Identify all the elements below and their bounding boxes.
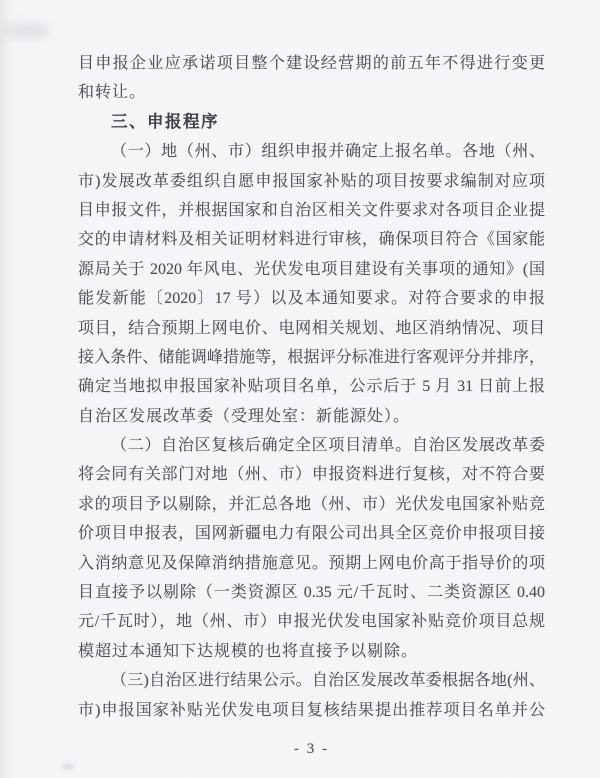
document-line: 入消纳意见及保障消纳措施意见。预期上网电价高于指导价的项 bbox=[78, 554, 545, 572]
document-line: 目直接予以剔除（一类资源区 0.35 元/千瓦时、二类资源区 0.40 bbox=[78, 584, 545, 602]
document-line: 价项目申报表，国网新疆电力有限公司出具全区竞价申报项目接 bbox=[78, 525, 545, 543]
document-line: 模超过本通知下达规模的也将直接予以剔除。 bbox=[78, 642, 419, 660]
document-line: 接入条件、储能调峰措施等，根据评分标准进行客观评分并排序， bbox=[78, 348, 545, 366]
document-line: 市)申报国家补贴光伏发电项目复核结果提出推荐项目名单并公 bbox=[78, 701, 545, 719]
document-line: 元/千瓦时），地（州、市）申报光伏发电国家补贴竞价项目总规 bbox=[78, 613, 545, 631]
document-line: 交的申请材料及相关证明材料进行审核，确保项目符合《国家能 bbox=[78, 231, 545, 249]
document-line: 市)发展改革委组织自愿申报国家补贴的项目按要求编制对应项 bbox=[78, 172, 545, 190]
section-heading: 三、申报程序 bbox=[111, 112, 219, 131]
page-number: - 3 - bbox=[294, 741, 329, 757]
scan-dot-artifact bbox=[62, 764, 74, 769]
document-line: 确定当地拟申报国家补贴项目名单，公示后于 5 月 31 日前上报 bbox=[78, 378, 545, 396]
document-line: 能发新能〔2020〕17 号）以及本通知要求。对符合要求的申报 bbox=[78, 290, 545, 308]
document-line: 求的项目予以剔除，并汇总各地（州、市）光伏发电国家补贴竞 bbox=[78, 495, 545, 513]
document-line: 自治区发展改革委（受理处室：新能源处）。 bbox=[78, 407, 411, 425]
document-line: 源局关于 2020 年风电、光伏发电项目建设有关事项的通知》(国 bbox=[78, 260, 545, 278]
document-line: （一）地（州、市）组织申报并确定上报名单。各地（州、 bbox=[111, 143, 545, 161]
document-line: 项目，结合预期上网电价、电网相关规划、地区消纳情况、项目 bbox=[78, 319, 545, 337]
document-line: 将会同有关部门对地（州、市）申报资料进行复核，对不符合要 bbox=[78, 466, 545, 484]
document-line: 目申报文件，并根据国家和自治区相关文件要求对各项目企业提 bbox=[78, 201, 545, 219]
document-line: （二）自治区复核后确定全区项目清单。自治区发展改革委 bbox=[111, 437, 545, 455]
document-line: （三)自治区进行结果公示。自治区发展改革委根据各地(州、 bbox=[111, 672, 545, 690]
scan-smudge-artifact bbox=[4, 24, 50, 38]
scan-edge-shading bbox=[0, 0, 12, 778]
document-line: 目申报企业应承诺项目整个建设经营期的前五年不得进行变更 bbox=[78, 55, 545, 72]
document-line: 和转让。 bbox=[78, 84, 147, 102]
document-body bbox=[78, 49, 545, 725]
